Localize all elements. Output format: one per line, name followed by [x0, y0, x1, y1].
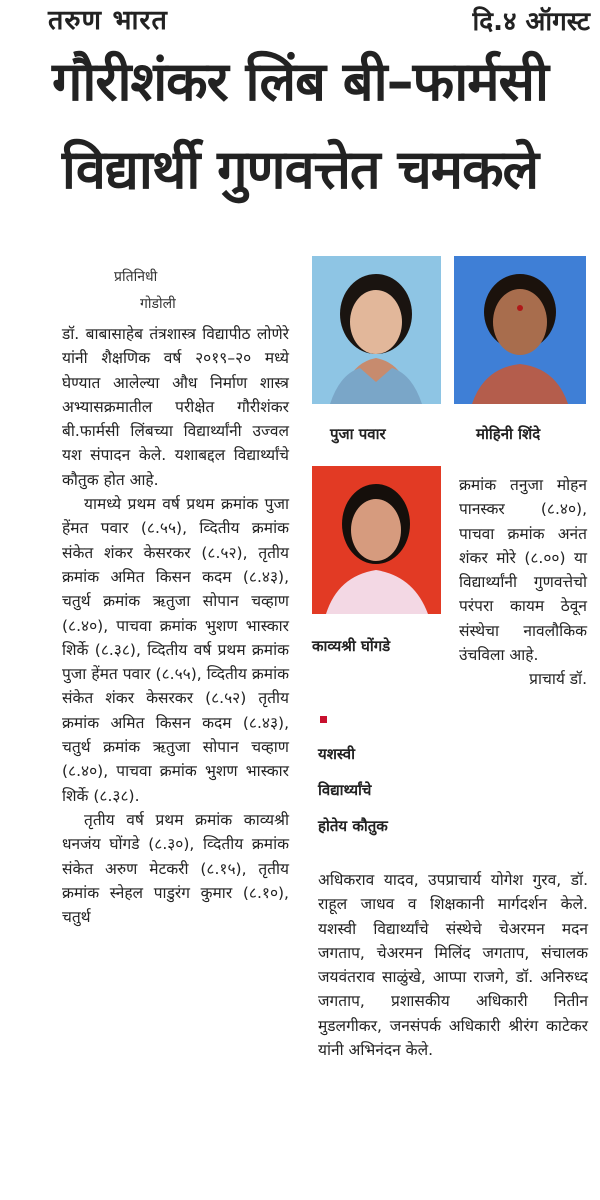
- article-paragraph-5a: प्राचार्य डॉ.: [529, 670, 587, 689]
- caption-puja-pawar: पुजा पवार: [330, 425, 386, 443]
- byline-label: प्रतिनिधी: [114, 269, 158, 285]
- highlight-line-3: होतेय कौतुक: [318, 817, 388, 835]
- publication-date: दि.४ ऑगस्ट: [472, 7, 590, 37]
- article-paragraph-1: डॉ. बाबासाहेब तंत्रशास्त्र विद्यापीठ लोणेरे यांनी शैक्षणिक वर्ष २०१९–२० मध्ये घेण्यात आलेल्या औध निर्माण शास्त्र अभ्यासक्रमातील परीक्षेत गौरीशंकर बी.फार्मसी लिंबच्या विद्यार्थ्यांनी उज्वल यश संपादन केले. यशाबद्दल विद्यार्थ्यांचे कौतुक होत आहे.: [62, 325, 289, 489]
- headline-line-2: विद्यार्थी गुणवत्तेत चमकले: [61, 138, 539, 201]
- article-paragraph-2: यामध्ये प्रथम वर्ष प्रथम क्रमांक पुजा हेंमत पवार (८.५५), व्दितीय क्रमांक संकेत शंकर केसरकर (८.५२), तृतीय क्रमांक अमित किसन कदम (८.४३), चतुर्थ क्रमांक ऋतुजा सोपान चव्हाण (८.४०), पाचवा क्रमांक भुशण भास्कार शिर्के (८.३८), व्दितीय वर्ष प्रथम क्रमांक पुजा हेंमत पवार (८.५५), व्दितीय क्रमांक संकेत शंकर केसरकर (८.५२) तृतीय क्रमांक अमित किसन कदम (८.४३), चतुर्थ क्रमांक ऋतुजा सोपान चव्हाण (८.४०), पाचवा क्रमांक भुशण भास्कार शिर्के (८.३८).: [62, 495, 289, 805]
- article-paragraph-5b: अधिकराव यादव, उपप्राचार्य योगेश गुरव, डॉ. राहूल जाधव व शिक्षकानी मार्गदर्शन केले. यशस्वी विद्यार्थ्यांचे संस्थेचे चेअरमन मदन जगताप, चेअरमन मिलिंद जगताप, संचालक जयवंतराव साळुंखे, आप्पा राजगे, डॉ. अनिरुध्द जगताप, प्रशासकीय अधिकारी नितीन मुडलगीकर, जनसंपर्क अधिकारी श्रीरंग काटेकर यांनी अभिनंदन केले.: [318, 871, 588, 1060]
- highlight-line-2: विद्यार्थ्यांचे: [318, 781, 372, 799]
- portrait-1-image: [312, 256, 441, 404]
- byline-place: गोडोली: [140, 296, 176, 312]
- highlight-line-1: यशस्वी: [318, 745, 355, 763]
- newspaper-masthead: तरुण भारत: [48, 5, 168, 36]
- headline-line-1: गौरीशंकर लिंब बी–फार्मसी: [52, 50, 548, 113]
- photo-mohini-shinde: [454, 256, 586, 404]
- article-paragraph-3: तृतीय वर्ष प्रथम क्रमांक काव्यश्री धनजंय घोंगडे (८.३०), व्दितीय क्रमांक संकेत अरुण मेटकरी (८.१५), तृतीय क्रमांक स्नेहल पाडुरंग कुमार (८.१०), चतुर्थ: [62, 810, 289, 927]
- highlight-box: [318, 736, 448, 844]
- caption-kavyashri-ghongade: काव्यश्री घोंगडे: [312, 637, 391, 655]
- article-left-column: [62, 322, 289, 929]
- photo-puja-pawar: [312, 256, 441, 404]
- portrait-3-image: [312, 466, 441, 614]
- article-right-column: [459, 473, 587, 692]
- caption-mohini-shinde: मोहिनी शिंदे: [476, 425, 541, 443]
- article-paragraph-4: क्रमांक तनुजा मोहन पानस्कर (८.४०), पाचवा क्रमांक अनंत शंकर मोरे (८.००) या विद्यार्थ्यांनी गुणवत्तेचो परंपरा कायम ठेवून संस्थेचा नावलौकिक उंचविला आहे.: [459, 476, 587, 665]
- article-bottom-column: [318, 868, 588, 1062]
- portrait-2-image: [454, 256, 586, 404]
- red-bullet-icon: [320, 716, 327, 723]
- photo-kavyashri-ghongade: [312, 466, 441, 614]
